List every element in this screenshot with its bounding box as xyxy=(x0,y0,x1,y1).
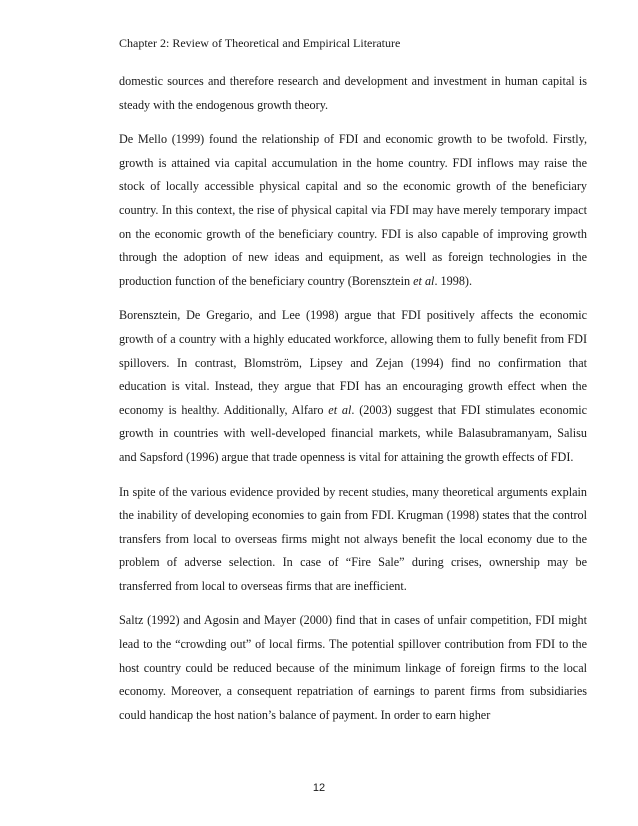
body-text xyxy=(119,70,587,738)
paragraph-1 xyxy=(119,70,587,117)
page-number: 12 xyxy=(312,782,326,794)
paragraph-4 xyxy=(119,481,587,599)
italic-citation: et al xyxy=(413,273,435,288)
paragraph-3 xyxy=(119,304,587,469)
paragraph-text: Saltz (1992) and Agosin and Mayer (2000) find that in cases of unfair competition, FDI might lead to the “crowding out” of local firms. The potential spillover contribution from FDI to the host country could be reduced because of the minimum linkage of foreign firms to the local economy. Moreover, a consequent repatriation of earnings to parent firms from subsidiaries could handicap the host nation’s balance of payment. In order to earn higher xyxy=(119,613,587,722)
paragraph-text: Borensztein, De Gregario, and Lee (1998) argue that FDI positively affects the economic growth of a country with a highly educated workforce, allowing them to fully benefit from FDI spillovers. In contrast, Blomström, Lipsey and Zejan (1994) find no confirmation that education is vital. Instead, they argue that FDI has an encouraging growth effect when the economy is healthy. Additionally, Alfaro xyxy=(119,308,587,417)
paragraph-text: . (2003) suggest that FDI stimulates economic growth in countries with well-developed financial markets, while Balasubramanyam, Salisu and Sapsford (1996) argue that trade openness is vital for attaining the growth effects of FDI. xyxy=(119,402,587,464)
paragraph-5 xyxy=(119,609,587,727)
paragraph-text: In spite of the various evidence provided by recent studies, many theoretical arguments explain the inability of developing economies to gain from FDI. Krugman (1998) states that the control transfers from local to overseas firms might not always benefit the local economy due to the problem of adverse selection. In case of “Fire Sale” during crises, ownership may be transferred from local to overseas firms that are inefficient. xyxy=(119,484,587,593)
paragraph-2 xyxy=(119,128,587,293)
running-header: Chapter 2: Review of Theoretical and Empirical Literature xyxy=(119,36,401,50)
paragraph-text: domestic sources and therefore research and development and investment in human capital is steady with the endogenous growth theory. xyxy=(119,74,587,112)
paragraph-text: . 1998). xyxy=(434,273,473,288)
italic-citation: et al xyxy=(328,402,352,417)
paragraph-text: De Mello (1999) found the relationship of FDI and economic growth to be twofold. Firstly, growth is attained via capital accumulation in the home country. FDI inflows may raise the stock of locally accessible physical capital and so the economic growth of the beneficiary country. In this context, the rise of physical capital via FDI may have merely temporary impact on the economic growth of the beneficiary country. FDI is also capable of improving growth through the adoption of new ideas and equipment, as well as foreign technologies in the production function of the beneficiary country (Borensztein xyxy=(119,132,587,288)
